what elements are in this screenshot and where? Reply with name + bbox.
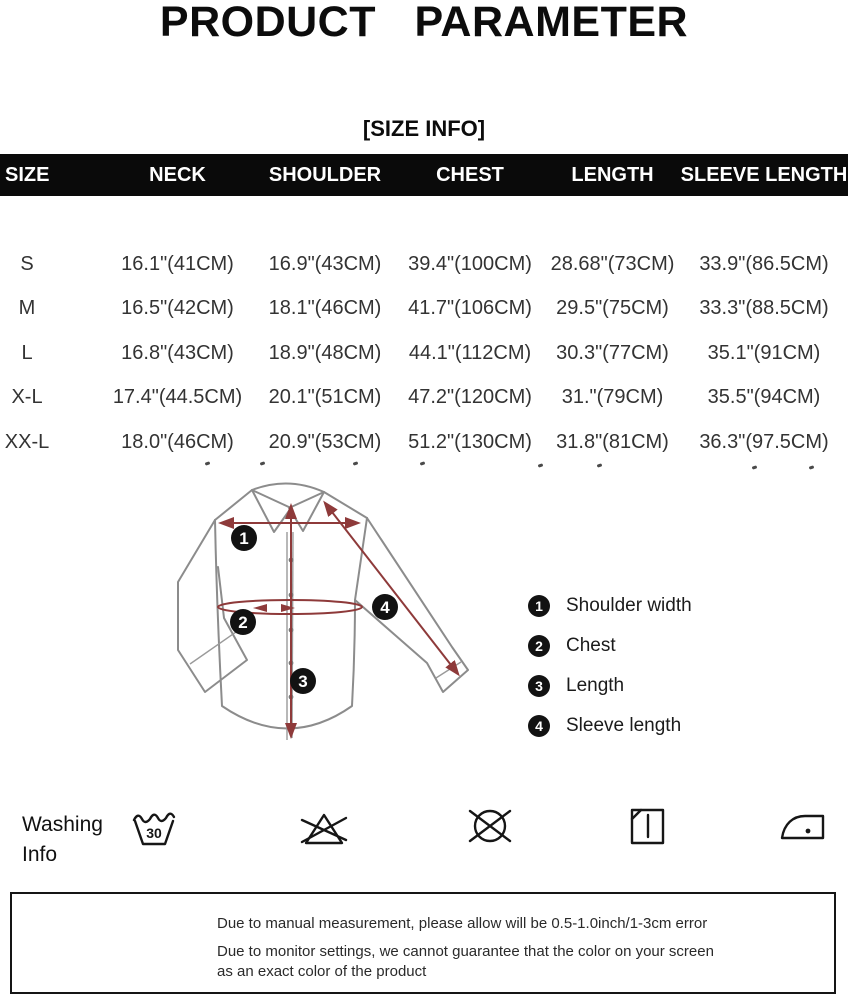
size-table-rows (0, 242, 848, 465)
column-header-shoulder: SHOULDER (268, 163, 382, 186)
sleeve-length-arrow (325, 503, 458, 674)
legend-label: Shoulder width (566, 595, 692, 616)
neck-cell: 17.4"(44.5CM) (112, 386, 243, 409)
diagram-badge-4 (372, 594, 398, 620)
table-row (0, 242, 848, 287)
chest-cell: 44.1"(112CM) (408, 341, 532, 364)
column-header-sleeve-length: SLEEVE LENGTH (680, 163, 848, 186)
cropped-row-artifact (205, 461, 211, 465)
sleeve-length-cell: 33.9"(86.5CM) (699, 252, 829, 275)
size-cell: XX-L (4, 430, 50, 453)
washing-info-label: Washing Info (22, 813, 103, 866)
cropped-row-artifact (597, 463, 603, 467)
length-cell: 29.5"(75CM) (556, 297, 669, 320)
legend-number-badge: 2 (528, 635, 550, 657)
diagram-badge-2 (230, 609, 256, 635)
disclaimer-line-2: Due to monitor settings, we cannot guarantee that the color on your screen (217, 943, 714, 960)
size-cell: S (20, 252, 34, 275)
legend-number-badge: 1 (528, 595, 550, 617)
legend-item (528, 675, 692, 697)
svg-text:2: 2 (238, 613, 248, 632)
chest-cell: 51.2"(130CM) (408, 430, 532, 453)
shoulder-cell: 18.1"(46CM) (268, 297, 382, 320)
size-info-heading: [SIZE INFO] (362, 116, 486, 141)
cropped-row-artifact (809, 465, 815, 469)
length-cell: 28.68"(73CM) (550, 252, 675, 275)
legend-label: Length (566, 675, 625, 696)
legend-item (528, 715, 692, 737)
machine-wash-30-icon (130, 808, 178, 850)
legend-item (528, 595, 692, 617)
table-row (0, 420, 848, 465)
legend-number-badge: 4 (528, 715, 550, 737)
shirt-outline-icon (178, 483, 468, 740)
measurement-legend (528, 595, 692, 755)
size-cell: M (18, 297, 36, 320)
sleeve-length-cell: 36.3"(97.5CM) (699, 430, 829, 453)
neck-cell: 16.1"(41CM) (121, 252, 234, 275)
cropped-row-artifact (260, 461, 266, 465)
legend-item (528, 635, 692, 657)
shoulder-cell: 20.9"(53CM) (268, 430, 382, 453)
shirt-measurement-diagram (140, 470, 510, 800)
table-row (0, 287, 848, 332)
diagram-badge-3 (290, 668, 316, 694)
chest-cell: 47.2"(120CM) (408, 386, 532, 409)
do-not-bleach-icon (300, 810, 348, 848)
chest-cell: 41.7"(106CM) (408, 297, 532, 320)
length-cell: 31.8"(81CM) (556, 430, 669, 453)
disclaimer-line-1: Due to manual measurement, please allow will be 0.5-1.0inch/1-3cm error (217, 915, 708, 932)
sleeve-length-cell: 35.5"(94CM) (707, 386, 821, 409)
cropped-row-artifact (420, 461, 426, 465)
length-cell: 31."(79CM) (561, 386, 664, 409)
sleeve-length-cell: 35.1"(91CM) (707, 341, 821, 364)
page-title: PRODUCT PARAMETER (159, 0, 689, 46)
svg-text:1: 1 (239, 529, 249, 548)
neck-cell: 16.5"(42CM) (121, 297, 234, 320)
do-not-dry-clean-icon (466, 806, 514, 846)
svg-text:3: 3 (298, 672, 308, 691)
cropped-row-artifact (538, 463, 544, 467)
column-header-size: SIZE (5, 163, 50, 186)
neck-cell: 18.0"(46CM) (121, 430, 234, 453)
svg-text:4: 4 (380, 598, 390, 617)
disclaimer-line-3: as an exact color of the product (217, 963, 427, 980)
table-row (0, 376, 848, 421)
size-cell: L (21, 341, 33, 364)
legend-label: Chest (566, 635, 616, 656)
shoulder-cell: 20.1"(51CM) (268, 386, 382, 409)
column-header-chest: CHEST (436, 163, 504, 186)
sleeve-length-cell: 33.3"(88.5CM) (699, 297, 829, 320)
chest-cell: 39.4"(100CM) (408, 252, 532, 275)
legend-label: Sleeve length (566, 715, 682, 736)
cropped-row-artifact (353, 461, 359, 465)
iron-low-icon (780, 808, 826, 842)
size-table-header (0, 154, 848, 196)
column-header-neck: NECK (149, 163, 206, 186)
cropped-row-artifact (752, 465, 758, 469)
disclaimer-box (10, 892, 836, 994)
legend-number-badge: 3 (528, 675, 550, 697)
svg-text:30: 30 (146, 825, 162, 841)
size-cell: X-L (11, 386, 43, 409)
shoulder-cell: 18.9"(48CM) (268, 341, 382, 364)
drip-dry-icon (628, 806, 668, 846)
diagram-badge-1 (231, 525, 257, 551)
neck-cell: 16.8"(43CM) (121, 341, 234, 364)
column-header-length: LENGTH (571, 163, 654, 186)
shoulder-cell: 16.9"(43CM) (268, 252, 382, 275)
table-row (0, 331, 848, 376)
length-cell: 30.3"(77CM) (556, 341, 669, 364)
